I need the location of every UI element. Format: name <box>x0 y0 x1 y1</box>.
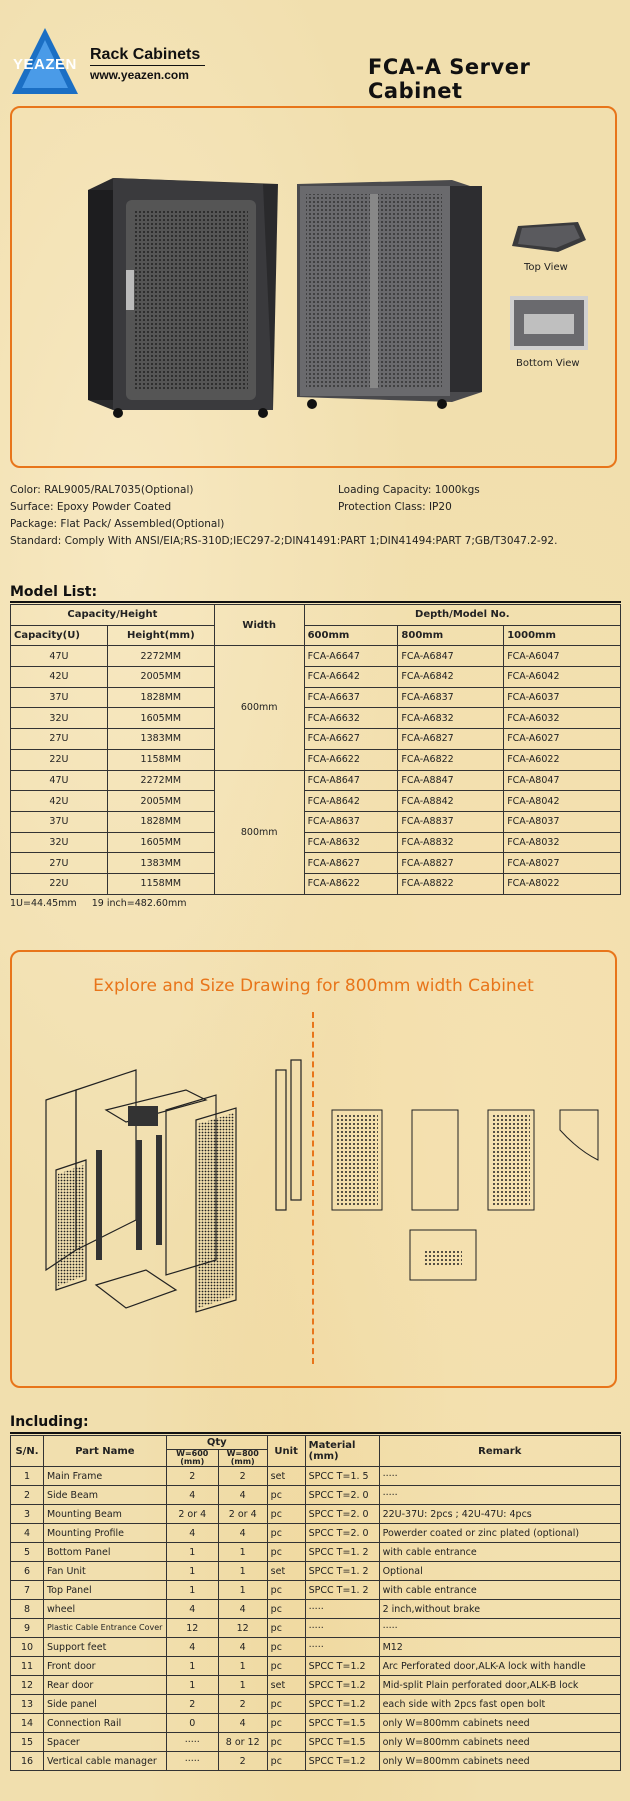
cell-model-800: FCA-A6832 <box>398 708 504 729</box>
brand-url[interactable]: www.yeazen.com <box>90 68 189 82</box>
h-part: Part Name <box>43 1436 166 1467</box>
brand-underline <box>90 65 205 66</box>
table-row <box>11 1486 621 1505</box>
cell-model-800: FCA-A8842 <box>398 791 504 812</box>
cell-height: 1383MM <box>107 729 214 750</box>
cell-sn: 14 <box>11 1714 44 1733</box>
cell-sn: 8 <box>11 1600 44 1619</box>
table-row <box>11 1657 621 1676</box>
cell-unit: pc <box>267 1733 305 1752</box>
cell-qty-800: 4 <box>218 1600 267 1619</box>
cell-width: 600mm <box>214 646 304 770</box>
cell-unit: pc <box>267 1752 305 1771</box>
cell-qty-600: 1 <box>166 1657 218 1676</box>
cell-part-name: Bottom Panel <box>43 1543 166 1562</box>
cell-qty-600: ····· <box>166 1733 218 1752</box>
model-list-rule <box>10 601 621 603</box>
cell-material: SPCC T=1.5 <box>305 1733 379 1752</box>
cell-remark: Arc Perforated door,ALK-A lock with handle <box>379 1657 620 1676</box>
cell-model-800: FCA-A8827 <box>398 853 504 874</box>
cell-part-name: wheel <box>43 1600 166 1619</box>
h-remark: Remark <box>379 1436 620 1467</box>
table-row <box>11 1562 621 1581</box>
cell-model-600: FCA-A6637 <box>304 687 398 708</box>
cell-remark: only W=800mm cabinets need <box>379 1714 620 1733</box>
cell-capacity: 22U <box>11 873 108 894</box>
cell-sn: 7 <box>11 1581 44 1600</box>
cell-unit: pc <box>267 1657 305 1676</box>
cell-height: 1383MM <box>107 853 214 874</box>
cell-qty-800: 2 or 4 <box>218 1505 267 1524</box>
cell-capacity: 42U <box>11 791 108 812</box>
brand-title: Rack Cabinets <box>90 46 201 63</box>
model-table <box>10 604 621 895</box>
cell-qty-800: 1 <box>218 1543 267 1562</box>
table-row <box>11 791 621 812</box>
cell-material: SPCC T=1. 2 <box>305 1562 379 1581</box>
top-view-image <box>508 216 588 256</box>
cell-part-name: Fan Unit <box>43 1562 166 1581</box>
cell-qty-800: 1 <box>218 1581 267 1600</box>
cell-qty-800: 1 <box>218 1657 267 1676</box>
cell-material: SPCC T=1.2 <box>305 1752 379 1771</box>
cell-sn: 16 <box>11 1752 44 1771</box>
cell-qty-800: 2 <box>218 1467 267 1486</box>
cell-part-name: Rear door <box>43 1676 166 1695</box>
cell-sn: 12 <box>11 1676 44 1695</box>
cell-material: SPCC T=1.5 <box>305 1714 379 1733</box>
cell-qty-600: 0 <box>166 1714 218 1733</box>
cell-unit: pc <box>267 1695 305 1714</box>
cell-qty-800: 4 <box>218 1486 267 1505</box>
cell-qty-600: 4 <box>166 1486 218 1505</box>
cell-model-600: FCA-A6642 <box>304 667 398 688</box>
cell-sn: 1 <box>11 1467 44 1486</box>
cell-capacity: 42U <box>11 667 108 688</box>
cell-model-800: FCA-A6837 <box>398 687 504 708</box>
cell-height: 1828MM <box>107 811 214 832</box>
h-material: Material (mm) <box>305 1436 379 1467</box>
cell-model-600: FCA-A6647 <box>304 646 398 667</box>
table-row <box>11 1676 621 1695</box>
cell-remark: ····· <box>379 1467 620 1486</box>
cell-height: 1605MM <box>107 832 214 853</box>
spec-package: Package: Flat Pack/ Assembled(Optional) <box>10 518 225 530</box>
cell-model-800: FCA-A6842 <box>398 667 504 688</box>
cell-model-1000: FCA-A6037 <box>504 687 621 708</box>
drawing-divider <box>312 1012 314 1364</box>
table-row <box>11 1752 621 1771</box>
cell-qty-600: 1 <box>166 1676 218 1695</box>
cell-model-800: FCA-A6822 <box>398 749 504 770</box>
cell-remark: Powerder coated or zinc plated (optional) <box>379 1524 620 1543</box>
cell-qty-800: 4 <box>218 1714 267 1733</box>
cell-qty-600: 12 <box>166 1619 218 1638</box>
cell-sn: 5 <box>11 1543 44 1562</box>
cell-remark: 22U-37U: 2pcs ; 42U-47U: 4pcs <box>379 1505 620 1524</box>
cell-part-name: Mounting Profile <box>43 1524 166 1543</box>
top-view-label: Top View <box>524 262 568 273</box>
size-drawing <box>328 1090 618 1290</box>
table-row <box>11 811 621 832</box>
cell-model-800: FCA-A8847 <box>398 770 504 791</box>
including-rule <box>10 1432 621 1434</box>
cell-part-name: Main Frame <box>43 1467 166 1486</box>
h-depth-model: Depth/Model No. <box>304 605 620 626</box>
cell-material: SPCC T=1.2 <box>305 1657 379 1676</box>
cell-remark: with cable entrance <box>379 1581 620 1600</box>
table-row <box>11 1467 621 1486</box>
cell-sn: 10 <box>11 1638 44 1657</box>
cell-qty-600: 1 <box>166 1562 218 1581</box>
cell-capacity: 32U <box>11 708 108 729</box>
table-row <box>11 667 621 688</box>
cell-sn: 6 <box>11 1562 44 1581</box>
cell-model-1000: FCA-A6042 <box>504 667 621 688</box>
cell-model-800: FCA-A8822 <box>398 873 504 894</box>
cell-height: 2005MM <box>107 667 214 688</box>
table-row <box>11 687 621 708</box>
cell-capacity: 32U <box>11 832 108 853</box>
cell-model-1000: FCA-A6027 <box>504 729 621 750</box>
table-row <box>11 729 621 750</box>
cell-material: SPCC T=1.2 <box>305 1676 379 1695</box>
cell-remark: Optional <box>379 1562 620 1581</box>
cell-qty-600: 1 <box>166 1543 218 1562</box>
cabinet-front-image <box>78 170 278 420</box>
cell-model-800: FCA-A6827 <box>398 729 504 750</box>
cell-unit: pc <box>267 1581 305 1600</box>
cell-height: 1158MM <box>107 873 214 894</box>
cell-height: 2272MM <box>107 646 214 667</box>
cell-remark: each side with 2pcs fast open bolt <box>379 1695 620 1714</box>
cell-model-1000: FCA-A8027 <box>504 853 621 874</box>
cell-height: 2005MM <box>107 791 214 812</box>
cell-unit: pc <box>267 1505 305 1524</box>
cell-capacity: 47U <box>11 770 108 791</box>
cell-model-600: FCA-A8622 <box>304 873 398 894</box>
cell-material: SPCC T=1. 5 <box>305 1467 379 1486</box>
cell-remark: Mid-split Plain perforated door,ALK-B lock <box>379 1676 620 1695</box>
cell-part-name: Vertical cable manager <box>43 1752 166 1771</box>
cell-qty-800: 1 <box>218 1676 267 1695</box>
cell-remark: ····· <box>379 1619 620 1638</box>
cell-width: 800mm <box>214 770 304 894</box>
cell-model-1000: FCA-A8037 <box>504 811 621 832</box>
table-row <box>11 749 621 770</box>
table-row <box>11 1695 621 1714</box>
cell-part-name: Side Beam <box>43 1486 166 1505</box>
including-table <box>10 1435 621 1771</box>
cell-qty-800: 1 <box>218 1562 267 1581</box>
h-capacity-height: Capacity/Height <box>11 605 215 626</box>
cell-sn: 3 <box>11 1505 44 1524</box>
table-row <box>11 1733 621 1752</box>
h-w800: W=800 (mm) <box>218 1450 267 1467</box>
cell-qty-600: 4 <box>166 1524 218 1543</box>
logo-text: YEAZEN <box>13 56 77 73</box>
cell-qty-600: 1 <box>166 1581 218 1600</box>
cell-remark: only W=800mm cabinets need <box>379 1733 620 1752</box>
cell-qty-800: 2 <box>218 1695 267 1714</box>
cell-model-600: FCA-A6622 <box>304 749 398 770</box>
cell-material: SPCC T=1. 2 <box>305 1581 379 1600</box>
h-capacity: Capacity(U) <box>11 625 108 646</box>
cell-model-600: FCA-A8627 <box>304 853 398 874</box>
cell-unit: pc <box>267 1543 305 1562</box>
bottom-view-image <box>510 296 588 350</box>
cell-qty-600: 2 <box>166 1467 218 1486</box>
cell-model-1000: FCA-A8047 <box>504 770 621 791</box>
cell-capacity: 22U <box>11 749 108 770</box>
cell-capacity: 37U <box>11 687 108 708</box>
cell-qty-600: 4 <box>166 1638 218 1657</box>
cell-qty-600: 2 <box>166 1695 218 1714</box>
cell-model-1000: FCA-A8042 <box>504 791 621 812</box>
cell-qty-800: 4 <box>218 1638 267 1657</box>
cell-height: 1828MM <box>107 687 214 708</box>
cell-qty-600: 4 <box>166 1600 218 1619</box>
cell-model-1000: FCA-A6022 <box>504 749 621 770</box>
cell-qty-800: 12 <box>218 1619 267 1638</box>
spec-surface: Surface: Epoxy Powder Coated <box>10 501 172 513</box>
spec-color: Color: RAL9005/RAL7035(Optional) <box>10 484 194 496</box>
cell-sn: 15 <box>11 1733 44 1752</box>
table-row <box>11 1600 621 1619</box>
cell-remark: 2 inch,without brake <box>379 1600 620 1619</box>
cell-part-name: Top Panel <box>43 1581 166 1600</box>
h-w600: W=600 (mm) <box>166 1450 218 1467</box>
cell-height: 2272MM <box>107 770 214 791</box>
cell-material: ····· <box>305 1638 379 1657</box>
cell-material: SPCC T=2. 0 <box>305 1486 379 1505</box>
cell-part-name: Spacer <box>43 1733 166 1752</box>
cell-part-name: Connection Rail <box>43 1714 166 1733</box>
table-row <box>11 1581 621 1600</box>
table-row <box>11 708 621 729</box>
table-row <box>11 1714 621 1733</box>
cell-material: SPCC T=2. 0 <box>305 1524 379 1543</box>
cell-model-600: FCA-A6632 <box>304 708 398 729</box>
h-600: 600mm <box>304 625 398 646</box>
table-row <box>11 1619 621 1638</box>
cell-remark: ····· <box>379 1486 620 1505</box>
cell-qty-600: ····· <box>166 1752 218 1771</box>
cell-model-1000: FCA-A8022 <box>504 873 621 894</box>
cell-model-600: FCA-A6627 <box>304 729 398 750</box>
including-heading: Including: <box>10 1414 89 1430</box>
logo <box>10 26 80 96</box>
unit-note: 1U=44.45mm 19 inch=482.60mm <box>10 898 187 909</box>
cell-material: ····· <box>305 1600 379 1619</box>
drawing-title: Explore and Size Drawing for 800mm width Cabinet <box>93 976 534 996</box>
cell-unit: set <box>267 1562 305 1581</box>
cell-unit: pc <box>267 1638 305 1657</box>
h-800: 800mm <box>398 625 504 646</box>
cell-model-600: FCA-A8642 <box>304 791 398 812</box>
cell-part-name: Support feet <box>43 1638 166 1657</box>
cell-model-1000: FCA-A6032 <box>504 708 621 729</box>
cell-model-600: FCA-A8647 <box>304 770 398 791</box>
cell-remark: only W=800mm cabinets need <box>379 1752 620 1771</box>
cell-unit: pc <box>267 1714 305 1733</box>
cell-qty-800: 8 or 12 <box>218 1733 267 1752</box>
cell-unit: set <box>267 1676 305 1695</box>
cell-model-1000: FCA-A8032 <box>504 832 621 853</box>
cell-material: SPCC T=1. 2 <box>305 1543 379 1562</box>
cell-material: ····· <box>305 1619 379 1638</box>
h-1000: 1000mm <box>504 625 621 646</box>
h-width: Width <box>214 605 304 646</box>
spec-standard: Standard: Comply With ANSI/EIA;RS-310D;IEC297-2;DIN41491:PART 1;DIN41494:PART 7;GB/T3047.2-92. <box>10 535 558 547</box>
cell-model-800: FCA-A8832 <box>398 832 504 853</box>
cell-remark: M12 <box>379 1638 620 1657</box>
cell-unit: set <box>267 1467 305 1486</box>
table-row <box>11 1505 621 1524</box>
cell-qty-800: 2 <box>218 1752 267 1771</box>
cell-part-name: Mounting Beam <box>43 1505 166 1524</box>
cell-unit: pc <box>267 1486 305 1505</box>
h-unit: Unit <box>267 1436 305 1467</box>
table-row <box>11 1638 621 1657</box>
table-row <box>11 1524 621 1543</box>
cell-model-800: FCA-A6847 <box>398 646 504 667</box>
cell-model-1000: FCA-A6047 <box>504 646 621 667</box>
table-row <box>11 873 621 894</box>
model-list-heading: Model List: <box>10 584 98 600</box>
spec-protection: Protection Class: IP20 <box>338 501 452 513</box>
bottom-view-label: Bottom View <box>516 358 580 369</box>
table-row <box>11 853 621 874</box>
cell-qty-600: 2 or 4 <box>166 1505 218 1524</box>
exploded-view-drawing <box>36 1050 306 1320</box>
cell-sn: 2 <box>11 1486 44 1505</box>
cell-sn: 9 <box>11 1619 44 1638</box>
h-sn: S/N. <box>11 1436 44 1467</box>
model-table-body <box>11 646 621 894</box>
cell-capacity: 27U <box>11 729 108 750</box>
table-row <box>11 770 621 791</box>
cell-capacity: 37U <box>11 811 108 832</box>
table-row <box>11 832 621 853</box>
cell-material: SPCC T=1.2 <box>305 1695 379 1714</box>
cell-model-800: FCA-A8837 <box>398 811 504 832</box>
cell-qty-800: 4 <box>218 1524 267 1543</box>
cell-height: 1605MM <box>107 708 214 729</box>
cabinet-rear-image <box>292 172 492 412</box>
cell-model-600: FCA-A8637 <box>304 811 398 832</box>
cell-model-600: FCA-A8632 <box>304 832 398 853</box>
cell-part-name: Side panel <box>43 1695 166 1714</box>
table-row <box>11 1543 621 1562</box>
cell-sn: 13 <box>11 1695 44 1714</box>
h-qty: Qty <box>166 1436 267 1450</box>
spec-loading: Loading Capacity: 1000kgs <box>338 484 480 496</box>
cell-capacity: 47U <box>11 646 108 667</box>
cell-sn: 11 <box>11 1657 44 1676</box>
table-row <box>11 646 621 667</box>
cell-part-name: Plastic Cable Entrance Cover <box>43 1619 166 1638</box>
cell-capacity: 27U <box>11 853 108 874</box>
cell-remark: with cable entrance <box>379 1543 620 1562</box>
cell-unit: pc <box>267 1619 305 1638</box>
cell-sn: 4 <box>11 1524 44 1543</box>
product-title: FCA-A Server Cabinet <box>368 55 531 103</box>
cell-unit: pc <box>267 1600 305 1619</box>
h-height: Height(mm) <box>107 625 214 646</box>
cell-unit: pc <box>267 1524 305 1543</box>
including-table-body <box>11 1467 621 1771</box>
cell-material: SPCC T=2. 0 <box>305 1505 379 1524</box>
cell-part-name: Front door <box>43 1657 166 1676</box>
cell-height: 1158MM <box>107 749 214 770</box>
